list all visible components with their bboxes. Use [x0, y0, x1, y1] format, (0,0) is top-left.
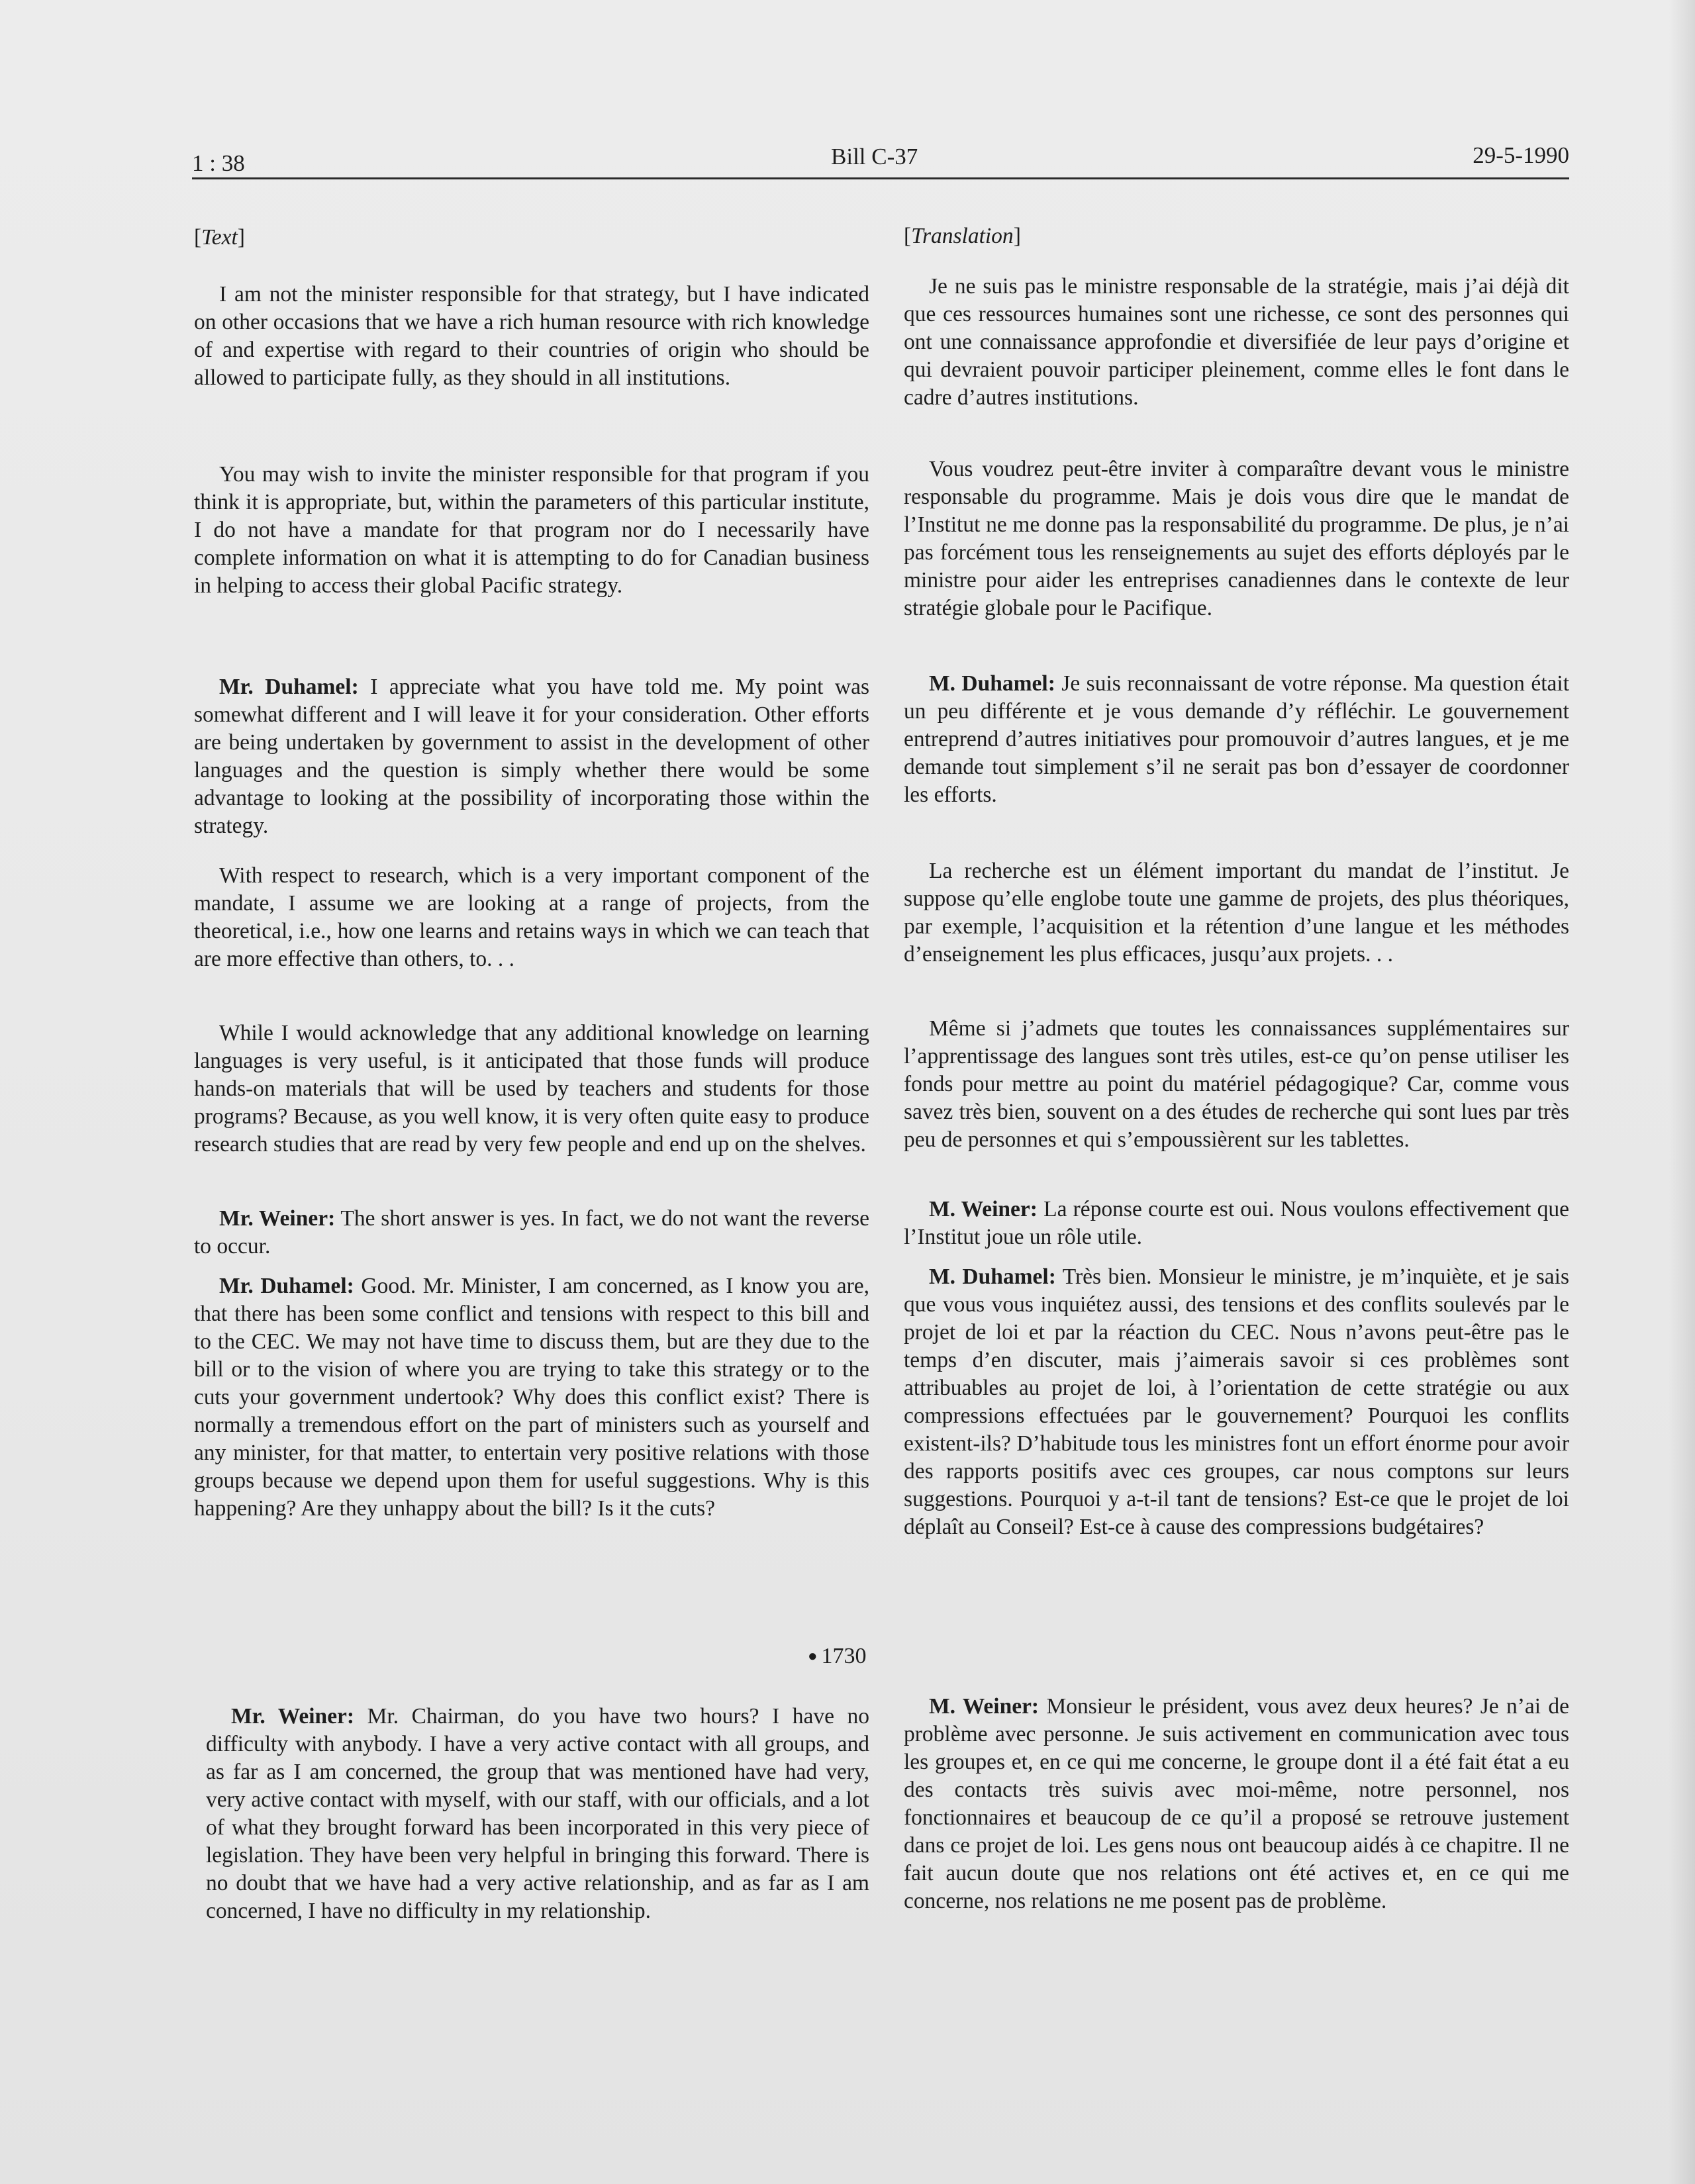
- en-paragraph-1: [194, 281, 869, 392]
- speaker-name: Mr. Duhamel:: [219, 675, 359, 699]
- column-label-text: [Text]: [194, 225, 245, 250]
- en-paragraph-3: [194, 673, 869, 840]
- bullet-icon: ●: [808, 1648, 818, 1665]
- en-paragraph-4: [194, 862, 869, 973]
- page-number: 1 : 38: [192, 150, 245, 176]
- fr-paragraph-1-text: Je ne suis pas le ministre responsable de la stratégie, mais j’ai déjà dit que ces ressources humaines sont une richesse, ce sont des personnes qui ont une connaissance approfondie et diversifiée de leur pays d’origine et qui devraient pouvoir participer pleinement, comme elles le font dans le cadre d’autres institutions.: [904, 274, 1569, 410]
- speaker-name: M. Duhamel:: [929, 671, 1055, 696]
- speaker-name: Mr. Weiner:: [219, 1206, 336, 1231]
- fr-paragraph-2-text: Vous voudrez peut-être inviter à comparaître devant vous le ministre responsable du programme. Mais je dois vous dire que le mandat de l’Institut ne me donne pas la responsabilité du programme. De plus, je n’ai pas forcément tous les renseignements au sujet des efforts déployés par le ministre pour aider les entreprises canadiennes dans le contexte de leur stratégie globale pour le Pacifique.: [904, 457, 1569, 620]
- speaker-name: Mr. Duhamel:: [219, 1274, 354, 1298]
- speaker-name: M. Weiner:: [929, 1694, 1040, 1719]
- en-paragraph-2: [194, 461, 869, 600]
- en-paragraph-6: [194, 1205, 869, 1260]
- en-paragraph-1-text: I am not the minister responsible for that strategy, but I have indicated on other occasions that we have a rich human resource with rich knowledge of and expertise with regard to their countries of origin who should be allowed to participate fully, as they should in all institutions.: [194, 282, 869, 390]
- fr-paragraph-4: [904, 857, 1569, 969]
- fr-paragraph-7: [904, 1263, 1569, 1541]
- speech-text: Très bien. Monsieur le ministre, je m’inquiète, et je sais que vous vous inquiétez aussi, des tensions et des conflits soulevés par le projet de loi et par la réaction du CEC. Nous n’avons peut-être pas le temps d’en discuter, mais j’aimerais savoir si ces problèmes sont attribuables au projet de loi, à l’orientation de cette stratégie ou aux compressions effectuées par le gouvernement? Pourquoi les conflits existent-ils? D’habitude tous les ministres font un effort énorme pour avoir des rapports positifs avec ces groupes, car nous comptons sur leurs suggestions. Pourquoi y a-t-il tant de tensions? Est-ce que le projet de loi déplaît au Conseil? Est-ce à cause des compressions budgétaires?: [904, 1264, 1569, 1539]
- fr-paragraph-1: [904, 273, 1569, 412]
- fr-paragraph-2: [904, 455, 1569, 622]
- page-header: [192, 142, 1569, 182]
- speech-text: Monsieur le président, vous avez deux heures? Je n’ai de problème avec personne. Je suis activement en communication avec tous les groupes et, en ce qui me concerne, le groupe dont il a été fait état a eu des contacts très suivis avec moi-même, notre personnel, nos fonctionnaires et beaucoup de ce qu’il a proposé se retrouve justement dans ce projet de loi. Les gens nous ont beaucoup aidés à ce chapitre. Il ne fait aucun doute que nos relations ont été actives et, en ce qui me concerne, nos relations ne me posent pas de problème.: [904, 1694, 1569, 1913]
- en-paragraph-8: [206, 1703, 869, 1925]
- column-label-translation: [Translation]: [904, 224, 1021, 248]
- en-paragraph-5: [194, 1020, 869, 1159]
- page-edge-shadow: [1669, 0, 1695, 2184]
- speech-text: La réponse courte est oui. Nous voulons effectivement que l’Institut joue un rôle utile.: [904, 1197, 1569, 1249]
- page-date: 29-5-1990: [1473, 142, 1569, 168]
- en-paragraph-2-text: You may wish to invite the minister responsible for that program if you think it is appropriate, but, within the parameters of this particular institute, I do not have a mandate for that program nor do I necessarily have complete information on what it is attempting to do for Canadian business in helping to access their global Pacific strategy.: [194, 462, 869, 598]
- speech-text: The short answer is yes. In fact, we do not want the reverse to occur.: [194, 1206, 869, 1258]
- en-paragraph-5-text: While I would acknowledge that any additional knowledge on learning languages is very useful, is it anticipated that those funds will produce hands-on materials that will be used by teachers and students for those programs? Because, as you well know, it is very often quite easy to produce research studies that are read by very few people and end up on the shelves.: [194, 1021, 869, 1157]
- en-paragraph-4-text: With respect to research, which is a very important component of the mandate, I assume we are looking at a range of projects, from the theoretical, i.e., how one learns and retains ways in which we can teach that are more effective than others, to. . .: [194, 863, 869, 971]
- fr-paragraph-5: [904, 1015, 1569, 1154]
- fr-paragraph-4-text: La recherche est un élément important du mandat de l’institut. Je suppose qu’elle englobe toute une gamme de projets, des plus théoriques, par exemple, l’acquisition et la rétention d’une langue et les méthodes d’enseignement les plus efficaces, jusqu’aux projets. . .: [904, 859, 1569, 967]
- speech-text: Good. Mr. Minister, I am concerned, as I know you are, that there has been some conflict and tensions with respect to this bill and to the CEC. We may not have time to discuss them, but are they due to the bill or to the vision of where you are trying to take this strategy or to the cuts your government undertook? Why does this conflict exist? There is normally a tremendous effort on the part of ministers such as yourself and any minister, for that matter, to entertain very positive relations with those groups because we depend upon them for useful suggestions. Why is this happening? Are they unhappy about the bill? Is it the cuts?: [194, 1274, 870, 1521]
- speech-text: Mr. Chairman, do you have two hours? I have no difficulty with anybody. I have a very active contact with all groups, and as far as I am concerned, the group that was mentioned have had very, very active contact with myself, with our staff, with our officials, and a lot of what they brought forward has been incorporated in this very piece of legislation. They have been very helpful in bringing this forward. There is no doubt that we have had a very active relationship, and as far as I am concerned, I have no difficulty in my relationship.: [206, 1704, 869, 1923]
- fr-paragraph-5-text: Même si j’admets que toutes les connaissances supplémentaires sur l’apprentissage des langues sont très utiles, est-ce qu’on pense utiliser les fonds pour mettre au point du matériel pédagogique? Car, comme vous savez très bien, souvent on a des études de recherche qui sont lues par très peu de personnes et qui s’empoussièrent sur les tablettes.: [904, 1016, 1569, 1152]
- header-rule: [192, 177, 1569, 179]
- speech-text: I appreciate what you have told me. My point was somewhat different and I will leave it for your consideration. Other efforts are being undertaken by government to assist in the development of other languages and the question is simply whether there would be some advantage to looking at the possibility of incorporating those within the strategy.: [194, 675, 869, 838]
- page-title: Bill C-37: [831, 144, 918, 169]
- time-marker-value: 1730: [821, 1644, 867, 1668]
- fr-paragraph-6: [904, 1196, 1569, 1251]
- en-paragraph-7: [194, 1272, 869, 1523]
- speaker-name: Mr. Weiner:: [231, 1704, 355, 1729]
- time-marker: [808, 1644, 867, 1669]
- fr-paragraph-8: [904, 1693, 1569, 1915]
- speech-text: Je suis reconnaissant de votre réponse. Ma question était un peu différente et je vous demande d’y réfléchir. Le gouvernement entreprend d’autres initiatives pour promouvoir d’autres langues, et je me demande tout simplement s’il ne serait pas bon d’essayer de coordonner les efforts.: [904, 671, 1569, 807]
- speaker-name: M. Weiner:: [929, 1197, 1038, 1221]
- speaker-name: M. Duhamel:: [929, 1264, 1056, 1289]
- fr-paragraph-3: [904, 670, 1569, 809]
